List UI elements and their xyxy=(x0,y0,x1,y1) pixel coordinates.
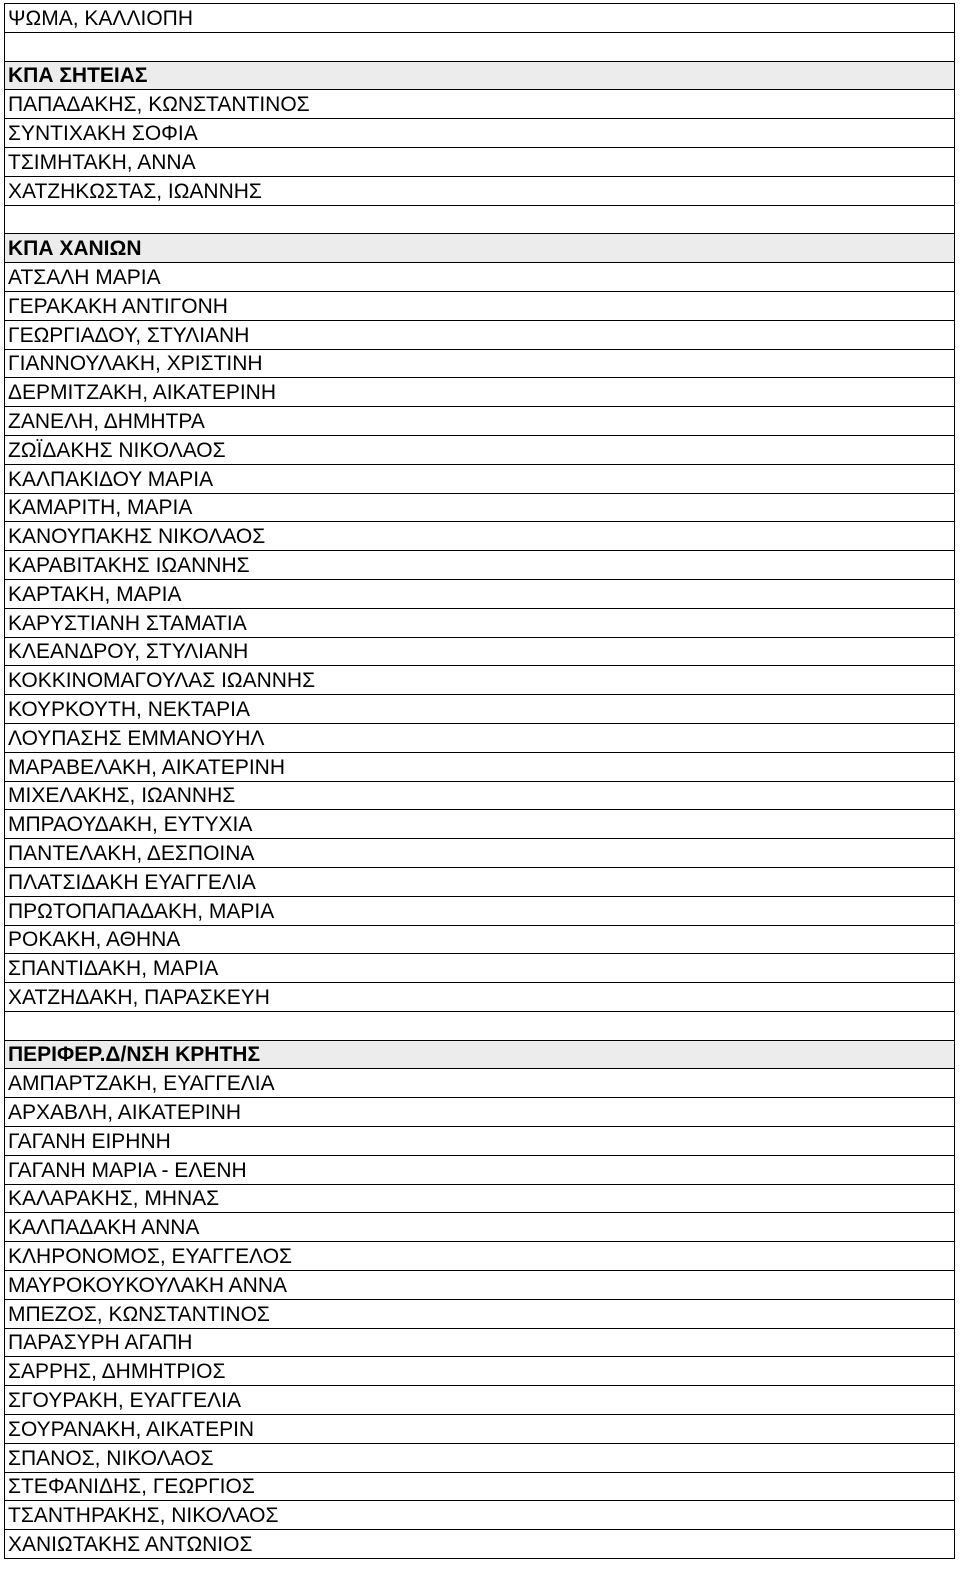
name-cell[interactable]: ΚΛΕΑΝΔΡΟΥ, ΣΤΥΛΙΑΝΗ xyxy=(5,637,955,666)
blank-row xyxy=(5,32,955,61)
blank-cell[interactable] xyxy=(5,205,955,234)
name-cell[interactable]: ΚΟΥΡΚΟΥΤΗ, ΝΕΚΤΑΡΙΑ xyxy=(5,695,955,724)
name-cell[interactable]: ΚΑΛΠΑΚΙΔΟΥ ΜΑΡΙΑ xyxy=(5,464,955,493)
name-cell[interactable]: ΓΑΓΑΝΗ ΕΙΡΗΝΗ xyxy=(5,1127,955,1156)
table-row xyxy=(5,925,955,954)
table-row xyxy=(5,1443,955,1472)
name-cell[interactable]: ΚΛΗΡΟΝΟΜΟΣ, ΕΥΑΓΓΕΛΟΣ xyxy=(5,1242,955,1271)
name-cell[interactable]: ΣΟΥΡΑΝΑΚΗ, ΑΙΚΑΤΕΡΙΝ xyxy=(5,1415,955,1444)
name-cell[interactable]: ΣΑΡΡΗΣ, ΔΗΜΗΤΡΙΟΣ xyxy=(5,1357,955,1386)
name-cell[interactable]: ΤΣΑΝΤΗΡΑΚΗΣ, ΝΙΚΟΛΑΟΣ xyxy=(5,1501,955,1530)
name-cell[interactable]: ΠΑΠΑΔΑΚΗΣ, ΚΩΝΣΤΑΝΤΙΝΟΣ xyxy=(5,90,955,119)
name-cell[interactable]: ΚΑΡΥΣΤΙΑΝΗ ΣΤΑΜΑΤΙΑ xyxy=(5,608,955,637)
table-row xyxy=(5,1299,955,1328)
name-cell[interactable]: ΧΑΤΖΗΚΩΣΤΑΣ, ΙΩΑΝΝΗΣ xyxy=(5,176,955,205)
name-cell[interactable]: ΚΑΡΑΒΙΤΑΚΗΣ ΙΩΑΝΝΗΣ xyxy=(5,551,955,580)
table-row xyxy=(5,752,955,781)
name-cell[interactable]: ΛΟΥΠΑΣΗΣ ΕΜΜΑΝΟΥΗΛ xyxy=(5,723,955,752)
table-row xyxy=(5,723,955,752)
table-row xyxy=(5,839,955,868)
name-cell[interactable]: ΣΥΝΤΙΧΑΚΗ ΣΟΦΙΑ xyxy=(5,119,955,148)
table-row xyxy=(5,1127,955,1156)
name-cell[interactable]: ΑΡΧΑΒΛΗ, ΑΙΚΑΤΕΡΙΝΗ xyxy=(5,1098,955,1127)
table-row xyxy=(5,637,955,666)
name-cell[interactable]: ΠΑΡΑΣΥΡΗ ΑΓΑΠΗ xyxy=(5,1328,955,1357)
table-row xyxy=(5,435,955,464)
name-cell[interactable]: ΔΕΡΜΙΤΖΑΚΗ, ΑΙΚΑΤΕΡΙΝΗ xyxy=(5,378,955,407)
name-cell[interactable]: ΓΙΑΝΝΟΥΛΑΚΗ, ΧΡΙΣΤΙΝΗ xyxy=(5,349,955,378)
name-cell[interactable]: ΚΑΛΑΡΑΚΗΣ, ΜΗΝΑΣ xyxy=(5,1184,955,1213)
table-row xyxy=(5,349,955,378)
table-row xyxy=(5,551,955,580)
section-header-cell[interactable]: ΚΠΑ ΣΗΤΕΙΑΣ xyxy=(5,61,955,90)
name-list-table xyxy=(4,3,955,1559)
section-header-cell[interactable]: ΠΕΡΙΦΕΡ.Δ/ΝΣΗ ΚΡΗΤΗΣ xyxy=(5,1040,955,1069)
table-row xyxy=(5,378,955,407)
name-cell[interactable]: ΖΩΪΔΑΚΗΣ ΝΙΚΟΛΑΟΣ xyxy=(5,435,955,464)
section-header-row xyxy=(5,234,955,263)
name-cell[interactable]: ΚΑΛΠΑΔΑΚΗ ΑΝΝΑ xyxy=(5,1213,955,1242)
name-cell[interactable]: ΠΛΑΤΣΙΔΑΚΗ ΕΥΑΓΓΕΛΙΑ xyxy=(5,867,955,896)
table-row xyxy=(5,522,955,551)
table-row xyxy=(5,896,955,925)
blank-row xyxy=(5,205,955,234)
table-row xyxy=(5,579,955,608)
table-row xyxy=(5,1328,955,1357)
name-cell[interactable]: ΜΠΡΑΟΥΔΑΚΗ, ΕΥΤΥΧΙΑ xyxy=(5,810,955,839)
name-cell[interactable]: ΨΩΜΑ, ΚΑΛΛΙΟΠΗ xyxy=(5,4,955,33)
table-row xyxy=(5,407,955,436)
table-row xyxy=(5,1069,955,1098)
name-cell[interactable]: ΚΟΚΚΙΝΟΜΑΓΟΥΛΑΣ ΙΩΑΝΝΗΣ xyxy=(5,666,955,695)
name-cell[interactable]: ΓΕΡΑΚΑΚΗ ΑΝΤΙΓΟΝΗ xyxy=(5,291,955,320)
table-row xyxy=(5,1184,955,1213)
table-row xyxy=(5,4,955,33)
name-cell[interactable]: ΚΑΡΤΑΚΗ, ΜΑΡΙΑ xyxy=(5,579,955,608)
name-cell[interactable]: ΑΤΣΑΛΗ ΜΑΡΙΑ xyxy=(5,263,955,292)
table-row xyxy=(5,1357,955,1386)
table-row xyxy=(5,1415,955,1444)
table-row xyxy=(5,119,955,148)
name-cell[interactable]: ΚΑΜΑΡΙΤΗ, ΜΑΡΙΑ xyxy=(5,493,955,522)
table-row xyxy=(5,291,955,320)
name-cell[interactable]: ΤΣΙΜΗΤΑΚΗ, ΑΝΝΑ xyxy=(5,147,955,176)
table-row xyxy=(5,666,955,695)
table-row xyxy=(5,147,955,176)
blank-cell[interactable] xyxy=(5,32,955,61)
section-header-row xyxy=(5,61,955,90)
table-row xyxy=(5,1530,955,1559)
table-row xyxy=(5,464,955,493)
table-row xyxy=(5,1098,955,1127)
name-cell[interactable]: ΡΟΚΑΚΗ, ΑΘΗΝΑ xyxy=(5,925,955,954)
section-header-row xyxy=(5,1040,955,1069)
name-cell[interactable]: ΜΑΥΡΟΚΟΥΚΟΥΛΑΚΗ ΑΝΝΑ xyxy=(5,1271,955,1300)
blank-row xyxy=(5,1011,955,1040)
table-row xyxy=(5,1501,955,1530)
table-row xyxy=(5,493,955,522)
name-cell[interactable]: ΣΠΑΝΟΣ, ΝΙΚΟΛΑΟΣ xyxy=(5,1443,955,1472)
name-cell[interactable]: ΠΡΩΤΟΠΑΠΑΔΑΚΗ, ΜΑΡΙΑ xyxy=(5,896,955,925)
name-cell[interactable]: ΓΑΓΑΝΗ ΜΑΡΙΑ - ΕΛΕΝΗ xyxy=(5,1155,955,1184)
table-row xyxy=(5,1213,955,1242)
blank-cell[interactable] xyxy=(5,1011,955,1040)
table-row xyxy=(5,1271,955,1300)
table-row xyxy=(5,90,955,119)
name-cell[interactable]: ΑΜΠΑΡΤΖΑΚΗ, ΕΥΑΓΓΕΛΙΑ xyxy=(5,1069,955,1098)
table-row xyxy=(5,1386,955,1415)
name-cell[interactable]: ΣΓΟΥΡΑΚΗ, ΕΥΑΓΓΕΛΙΑ xyxy=(5,1386,955,1415)
table-row xyxy=(5,867,955,896)
name-cell[interactable]: ΜΑΡΑΒΕΛΑΚΗ, ΑΙΚΑΤΕΡΙΝΗ xyxy=(5,752,955,781)
name-cell[interactable]: ΣΠΑΝΤΙΔΑΚΗ, ΜΑΡΙΑ xyxy=(5,954,955,983)
table-row xyxy=(5,1472,955,1501)
table-row xyxy=(5,954,955,983)
name-list-body xyxy=(5,4,955,1559)
table-row xyxy=(5,983,955,1012)
name-cell[interactable]: ΧΑΤΖΗΔΑΚΗ, ΠΑΡΑΣΚΕΥΗ xyxy=(5,983,955,1012)
table-row xyxy=(5,263,955,292)
table-row xyxy=(5,320,955,349)
table-row xyxy=(5,695,955,724)
section-header-cell[interactable]: ΚΠΑ ΧΑΝΙΩΝ xyxy=(5,234,955,263)
name-cell[interactable]: ΖΑΝΕΛΗ, ΔΗΜΗΤΡΑ xyxy=(5,407,955,436)
table-row xyxy=(5,810,955,839)
name-cell[interactable]: ΜΠΕΖΟΣ, ΚΩΝΣΤΑΝΤΙΝΟΣ xyxy=(5,1299,955,1328)
name-cell[interactable]: ΧΑΝΙΩΤΑΚΗΣ ΑΝΤΩΝΙΟΣ xyxy=(5,1530,955,1559)
table-row xyxy=(5,1155,955,1184)
name-cell[interactable]: ΓΕΩΡΓΙΑΔΟΥ, ΣΤΥΛΙΑΝΗ xyxy=(5,320,955,349)
table-row xyxy=(5,176,955,205)
table-row xyxy=(5,608,955,637)
table-row xyxy=(5,781,955,810)
name-cell[interactable]: ΚΑΝΟΥΠΑΚΗΣ ΝΙΚΟΛΑΟΣ xyxy=(5,522,955,551)
name-cell[interactable]: ΣΤΕΦΑΝΙΔΗΣ, ΓΕΩΡΓΙΟΣ xyxy=(5,1472,955,1501)
name-cell[interactable]: ΠΑΝΤΕΛΑΚΗ, ΔΕΣΠΟΙΝΑ xyxy=(5,839,955,868)
table-row xyxy=(5,1242,955,1271)
name-cell[interactable]: ΜΙΧΕΛΑΚΗΣ, ΙΩΑΝΝΗΣ xyxy=(5,781,955,810)
